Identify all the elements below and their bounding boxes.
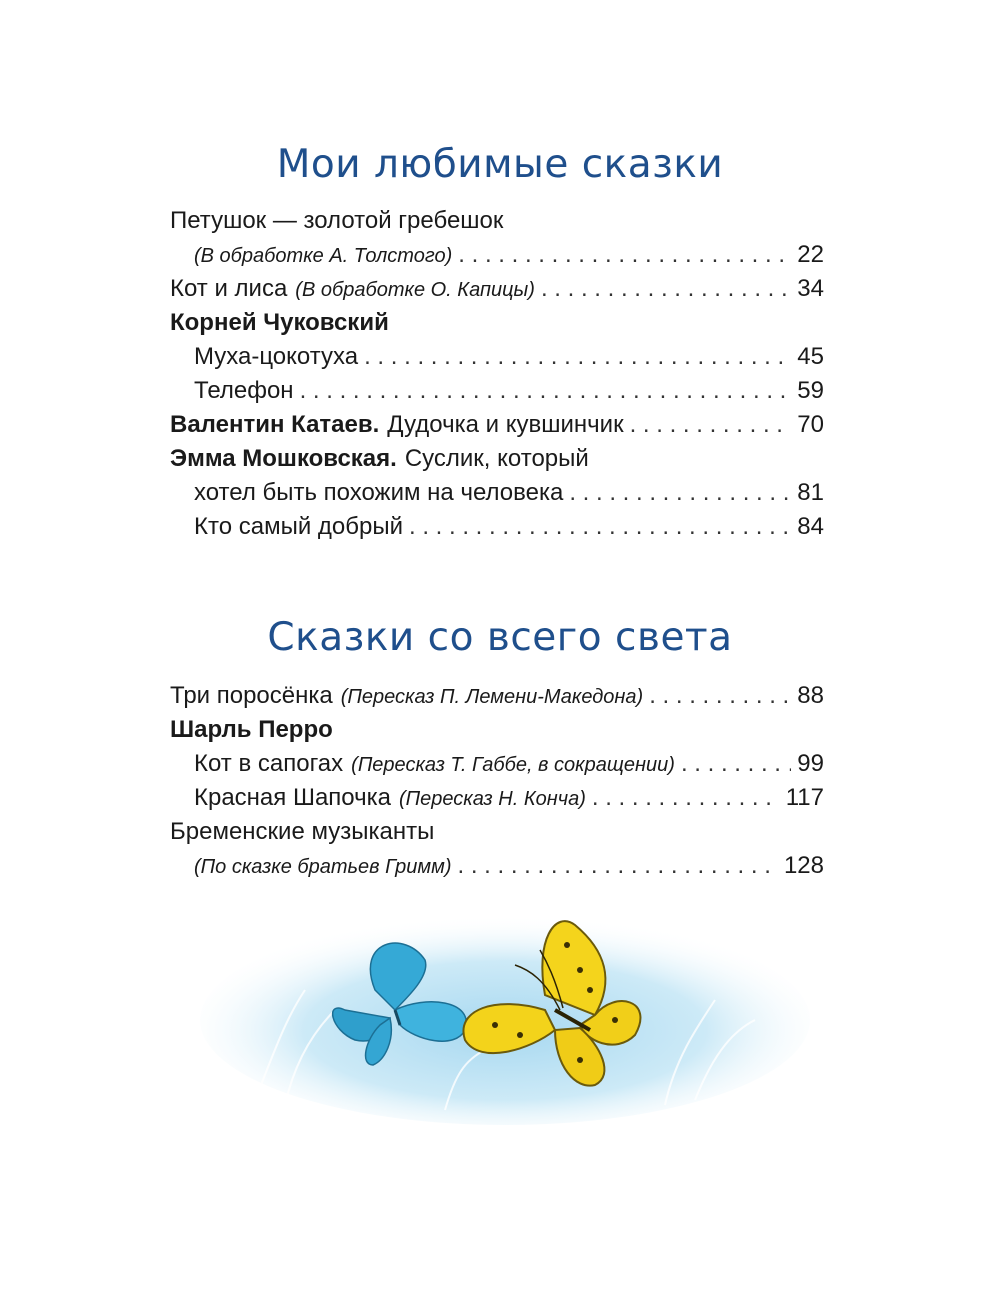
toc-list-world-tales	[170, 679, 824, 883]
entry-title: Кто самый добрый	[194, 513, 403, 540]
leader-dots	[569, 476, 791, 510]
leader-dots	[364, 340, 791, 374]
entry-note: (Пересказ Н. Конча)	[398, 788, 586, 810]
page-number: 81	[797, 479, 824, 506]
toc-entry	[170, 442, 824, 476]
entry-note: (В обработке О. Капицы)	[295, 279, 535, 301]
entry-title: Кот и лиса	[170, 275, 288, 302]
entry-title: Бременские музыканты	[170, 818, 435, 845]
page-number: 99	[797, 750, 824, 777]
toc-list-favorite-tales	[170, 204, 824, 544]
page-number: 59	[797, 377, 824, 404]
leader-dots	[541, 272, 791, 306]
toc-entry[interactable]	[170, 238, 824, 272]
toc-entry	[170, 204, 824, 238]
entry-title-continued: хотел быть похожим на человека	[194, 479, 564, 506]
page-number: 34	[797, 275, 824, 302]
toc-entry	[170, 815, 824, 849]
page-number: 84	[797, 513, 824, 540]
entry-title: Красная Шапочка	[194, 784, 391, 811]
entry-title: Кот в сапогах	[194, 750, 344, 777]
leader-dots	[300, 374, 792, 408]
toc-entry[interactable]	[170, 408, 824, 442]
page-number: 70	[797, 411, 824, 438]
author-name: Валентин Катаев.	[170, 411, 380, 438]
leader-dots	[681, 747, 791, 781]
toc-entry[interactable]	[170, 476, 824, 510]
toc-entry[interactable]	[170, 340, 824, 374]
toc-entry[interactable]	[170, 510, 824, 544]
author-name: Шарль Перро	[170, 716, 333, 743]
leader-dots	[409, 510, 791, 544]
toc-entry[interactable]	[170, 272, 824, 306]
toc-entry[interactable]	[170, 679, 824, 713]
leader-dots	[630, 408, 792, 442]
entry-note: (В обработке А. Толстого)	[194, 245, 453, 267]
entry-title: Муха-цокотуха	[194, 343, 359, 370]
leader-dots	[649, 679, 791, 713]
entry-note: (Пересказ Т. Габбе, в сокращении)	[351, 754, 675, 776]
entry-title: Петушок — золотой гребешок	[170, 207, 504, 234]
author-name: Корней Чуковский	[170, 309, 389, 336]
author-name: Эмма Мошковская.	[170, 445, 397, 472]
section-title-world-tales: Сказки со всего света	[267, 615, 733, 660]
toc-author	[170, 306, 824, 340]
butterflies-illustration	[195, 900, 815, 1130]
entry-title: Телефон	[194, 377, 294, 404]
page-number: 45	[797, 343, 824, 370]
section-title-favorite-tales: Мои любимые сказки	[276, 142, 724, 187]
entry-note: (Пересказ П. Лемени-Македона)	[340, 686, 644, 708]
toc-entry[interactable]	[170, 374, 824, 408]
entry-note: (По сказке братьев Гримм)	[194, 856, 452, 878]
toc-entry[interactable]	[170, 849, 824, 883]
leader-dots	[458, 849, 778, 883]
toc-author	[170, 713, 824, 747]
page-number: 88	[797, 682, 824, 709]
page-number: 117	[785, 784, 824, 811]
page-number: 128	[783, 852, 824, 879]
toc-entry[interactable]	[170, 781, 824, 815]
entry-title: Суслик, который	[404, 445, 589, 472]
leader-dots	[592, 781, 780, 815]
entry-title: Дудочка и кувшинчик	[387, 411, 624, 438]
entry-title: Три поросёнка	[170, 682, 333, 709]
toc-entry[interactable]	[170, 747, 824, 781]
leader-dots	[458, 238, 791, 272]
page-number: 22	[797, 241, 824, 268]
